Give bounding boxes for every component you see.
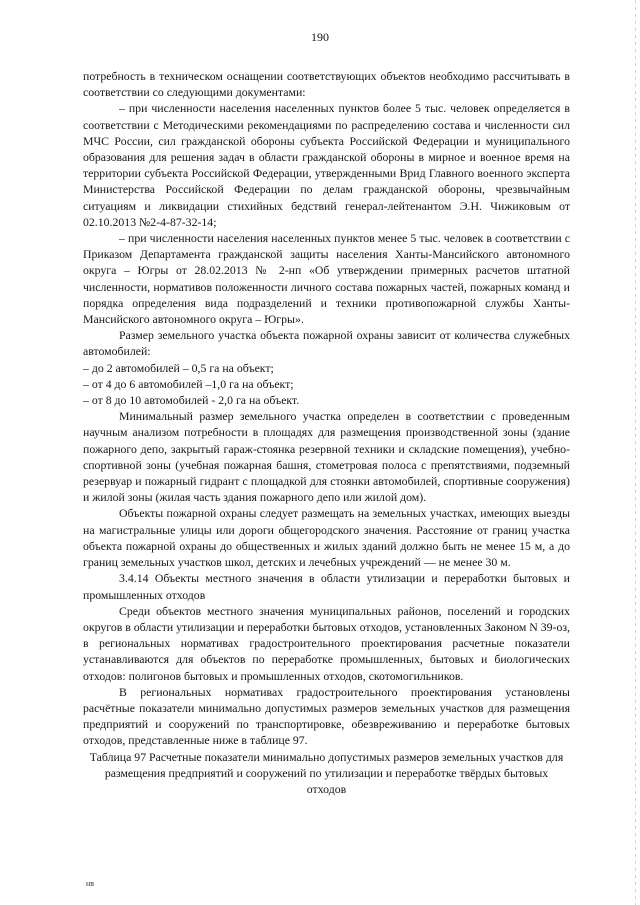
list-item: – при численности населения населенных пунктов более 5 тыс. человек определяется в соответствии с Методическими рекомендациями по распределению состава и численности сил МЧС России, сил гражданской обороны субъекта Российской Федерации и муниципального образования для решения задач в области гражданской обороны в мирное и военное время на территории субъекта Российской Федерации, утвержденными Врид Главного военного эксперта Министерства Российской Федерации по делам гражданской обороны, чрезвычайным ситуациям и ликвидации стихийных бедствий генерал-лейтенантом Э.Н. Чижиковым от 02.10.2013 №2-4-87-32-14;	[83, 101, 570, 229]
list-item: – при численности населения населенных пунктов менее 5 тыс. человек в соответствии с Приказом Департамента гражданской защиты населения Ханты-Мансийского автономного округа – Югры от 28.02.2013 № 2-нп «Об утверждении примерных расчетов штатной численности, нормативов положенности личного состава пожарных частей, пожарных команд и порядка определения вида подразделений и техники противопожарной службы Ханты-Мансийского автономного округа – Югры».	[83, 231, 570, 327]
section-heading: 3.4.14 Объекты местного значения в области утилизации и переработки бытовых и промышленных отходов	[83, 571, 570, 602]
paragraph: В региональных нормативах градостроительного проектирования установлены расчётные показатели минимально допустимых размеров земельных участков для размещения предприятий и сооружений по транспортировке, обезвреживанию и переработке бытовых отходов, представленные ниже в таблице 97.	[83, 684, 570, 748]
table-caption: Таблица 97 Расчетные показатели минимально допустимых размеров земельных участков для размещения предприятий и сооружений по утилизации и переработке твёрдых бытовых отходов	[89, 749, 564, 796]
list-item: – от 4 до 6 автомобилей –1,0 га на объект;	[83, 376, 294, 391]
paragraph: Размер земельного участка объекта пожарной охраны зависит от количества служебных автомобилей:	[83, 328, 570, 359]
list-item: – от 8 до 10 автомобилей - 2,0 га на объект.	[83, 393, 300, 408]
paragraph: Минимальный размер земельного участка определен в соответствии с проведенным научным анализом потребности в площадях для размещения производственной зоны (здание пожарного депо, закрытый гараж-стоянка резервной техники и складские помещения), учебно-спортивной зоны (учебная пожарная башня, стометровая полоса с препятствиями, подземный резервуар и пожарный гидрант с площадкой для стоянки автомобилей, спортивные сооружения) и жилой зоны (жилая часть здания пожарного депо или жилой дом).	[83, 409, 570, 505]
list-item: – до 2 автомобилей – 0,5 га на объект;	[83, 360, 274, 375]
paragraph: потребность в техническом оснащении соответствующих объектов необходимо рассчитывать в соответствии со следующими документами:	[83, 69, 570, 100]
page-number: 190	[311, 30, 329, 44]
document-body	[83, 68, 570, 797]
footer-mark: нв	[86, 879, 95, 888]
paragraph: Среди объектов местного значения муниципальных районов, поселений и городских округов в области утилизации и переработки бытовых отходов, установленных Законом N 39-оз, в региональных нормативах градостроительного проектирования расчетные показатели устанавливаются для объектов по переработке промышленных, бытовых и биологических отходов: полигонов бытовых и промышленных отходов, скотомогильников.	[83, 603, 571, 683]
page-edge	[635, 0, 636, 905]
paragraph: Объекты пожарной охраны следует размещать на земельных участках, имеющих выезды на магистральные улицы или дороги общегородского значения. Расстояние от границ участка объекта пожарной охраны до общественных и жилых зданий должно быть не менее 15 м, а до границ земельных участков школ, детских и лечебных учреждений — не менее 30 м.	[83, 506, 570, 570]
